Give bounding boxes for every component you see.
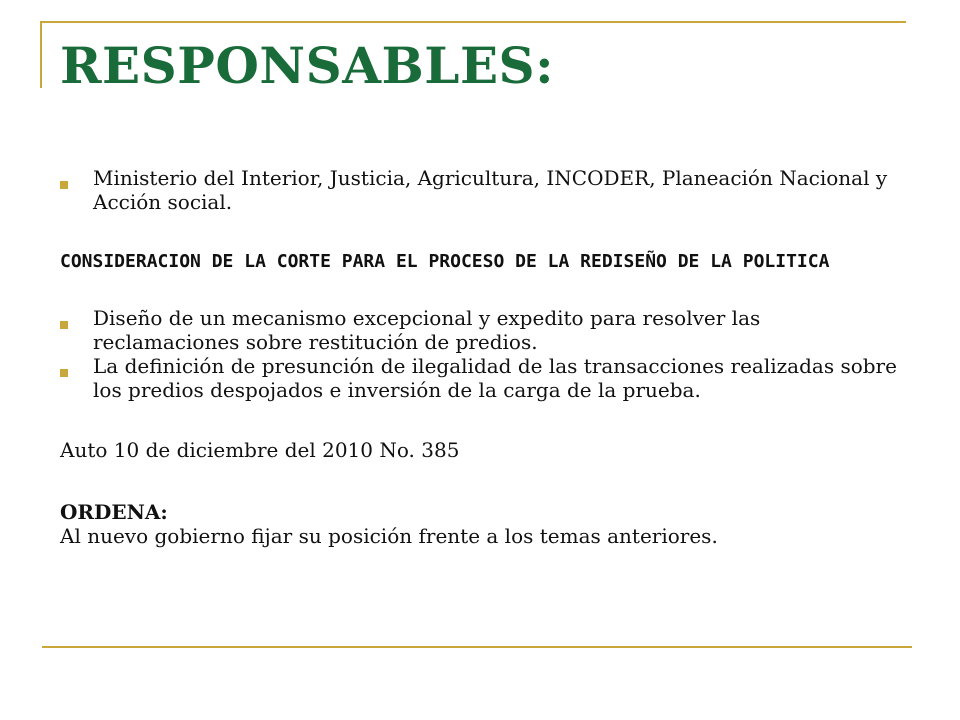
bullet-text: Ministerio del Interior, Justicia, Agricultura, INCODER, Planeación Nacional y Acción social. (93, 166, 888, 214)
square-bullet-icon (60, 321, 68, 329)
slide-title: RESPONSABLES: (60, 36, 555, 95)
ordena-label: ORDENA: (60, 500, 168, 524)
frame-top-rule (40, 21, 906, 23)
ordena-text: Al nuevo gobierno fijar su posición frente a los temas anteriores. (60, 524, 718, 548)
bullet-item-definicion (60, 354, 900, 402)
frame-bottom-rule (42, 646, 912, 648)
frame-left-rule (40, 21, 42, 88)
bullet-item-responsables (60, 166, 900, 214)
auto-reference: Auto 10 de diciembre del 2010 No. 385 (60, 438, 460, 462)
square-bullet-icon (60, 369, 68, 377)
slide-content (60, 166, 900, 548)
bullet-text: Diseño de un mecanismo excepcional y expedito para resolver las reclamaciones sobre restitución de predios. (93, 306, 761, 354)
section-heading: CONSIDERACION DE LA CORTE PARA EL PROCESO DE LA REDISEÑO DE LA POLITICA (60, 251, 830, 272)
bullet-text: La definición de presunción de ilegalidad de las transacciones realizadas sobre los predios despojados e inversión de la carga de la prueba. (93, 354, 897, 402)
square-bullet-icon (60, 181, 68, 189)
bullet-item-diseno (60, 306, 900, 354)
